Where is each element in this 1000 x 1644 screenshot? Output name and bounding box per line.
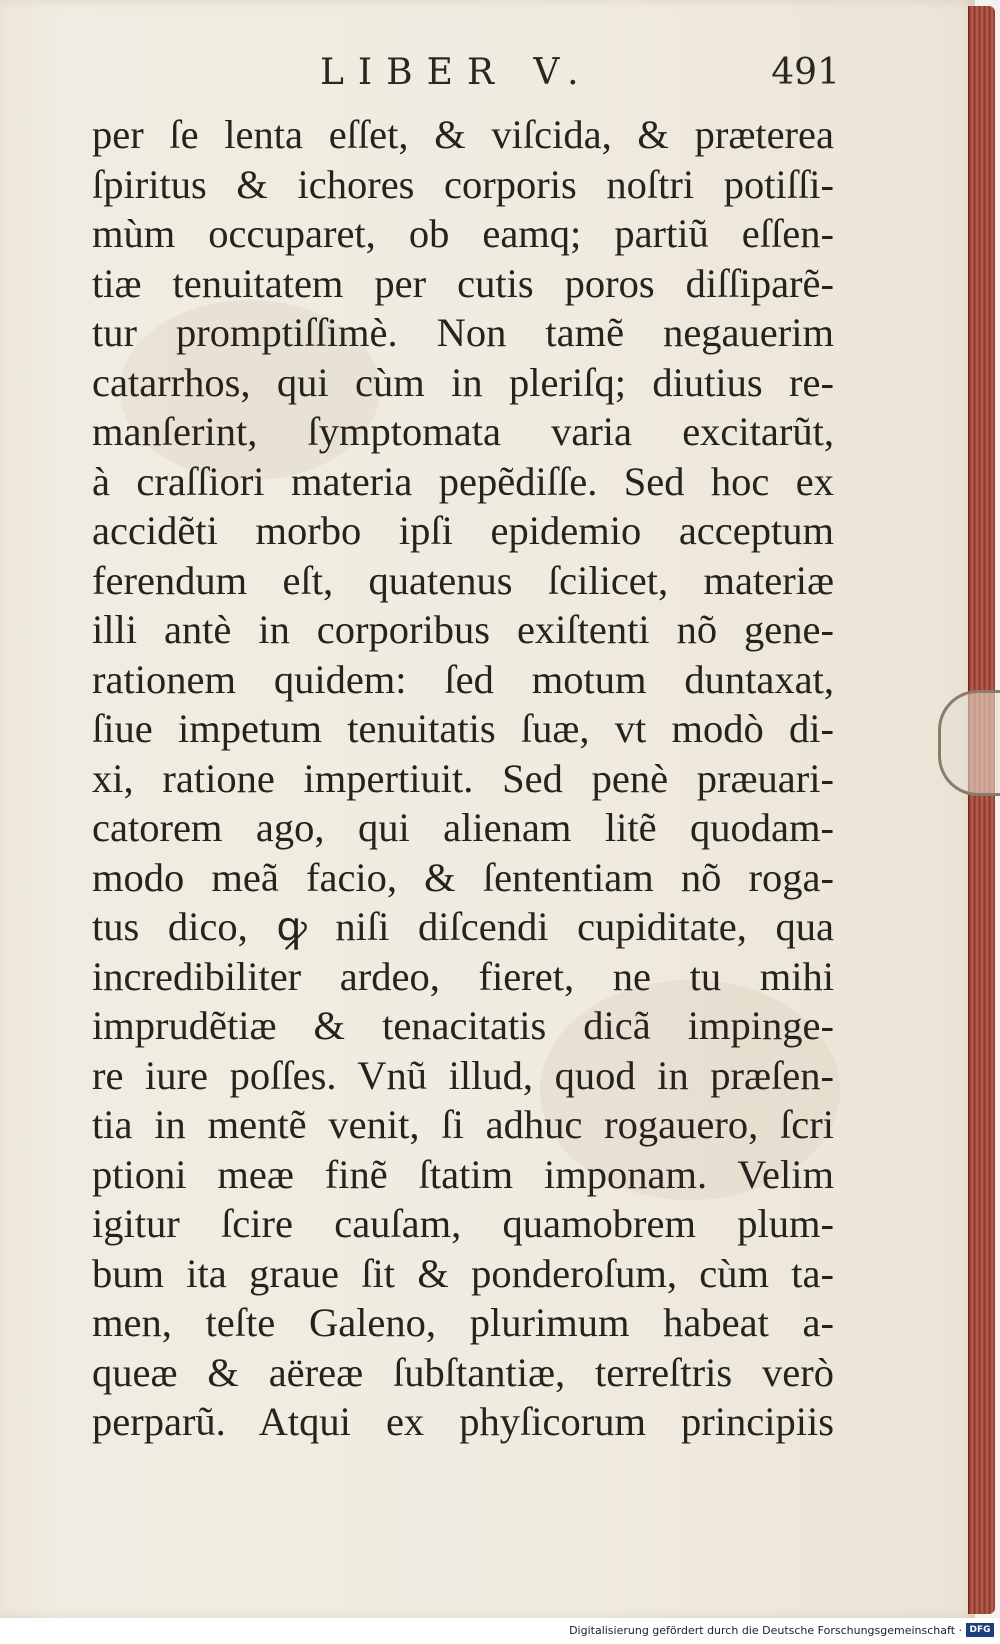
text-line: men, teſte Galeno, plurimum habeat a-	[92, 1300, 834, 1345]
text-line: incredibiliter ardeo, fieret, ne tu mihi	[92, 953, 834, 999]
text-line: catorem ago, qui alienam litẽ quodam-	[92, 805, 834, 850]
text-line: ferendum eſt, quatenus ſcilicet, materiӕ	[92, 557, 834, 603]
text-line: perparũ. Atqui ex phyſicorum principiis	[92, 1399, 834, 1444]
text-line: tia in mentẽ venit, ſi adhuc rogauero, ſcri	[92, 1102, 834, 1147]
dfg-logo: DFG	[966, 1623, 994, 1637]
text-line: modo meã facio, & ſententiam nõ roga-	[92, 854, 834, 900]
text-line: à craſſiori materia pepẽdiſſe. Sed hoc ex	[92, 458, 834, 504]
page-number: 491	[771, 52, 840, 93]
text-line: tiӕ tenuitatem per cutis poros diſſiparẽ-	[92, 260, 834, 306]
text-line: illi antè in corporibus exiſtenti nõ gene-	[92, 607, 834, 652]
text-line: catarrhos, qui cùm in pleriſq; diutius re-	[92, 359, 834, 405]
text-line: tus dico, ꝙ niſi diſcendi cupiditate, qua	[92, 904, 834, 949]
text-line: tur promptiſſimè. Non tamẽ negauerim	[92, 310, 834, 355]
text-line: igitur ſcire cauſam, quamobrem plum-	[92, 1201, 834, 1246]
book-clasp	[938, 690, 1000, 796]
text-line: mùm occuparet, ob eamq; partiũ eſſen-	[92, 211, 834, 256]
text-line: accidẽti morbo ipſi epidemio acceptum	[92, 508, 834, 553]
running-head: LIBER V.	[320, 52, 593, 93]
digitization-credit: Digitalisierung gefördert durch die Deutsche Forschungsgemeinschaft ·	[569, 1624, 962, 1637]
text-line: re iure poſſes. Vnũ illud, quod in prӕſen-	[92, 1052, 834, 1098]
text-line: imprudẽtiӕ & tenacitatis dicã impinge-	[92, 1003, 834, 1048]
text-line: rationem quidem: ſed motum duntaxat,	[92, 656, 834, 702]
text-line: manſerint, ſymptomata varia excitarũt,	[92, 409, 834, 454]
text-line: xi, ratione impertiuit. Sed penè prӕuari-	[92, 755, 834, 801]
text-line: ſpiritus & ichores corporis noſtri potiſſi-	[92, 161, 834, 207]
red-page-edge	[968, 6, 995, 1614]
body-text	[92, 110, 834, 1447]
text-line: ptioni meӕ finẽ ſtatim imponam. Velim	[92, 1151, 834, 1197]
text-line: queӕ & aërеӕ ſubſtantiӕ, terreſtris verò	[92, 1349, 834, 1395]
text-line: bum ita graue ſit & ponderoſum, cùm ta-	[92, 1250, 834, 1296]
text-line: ſiue impetum tenuitatis ſuӕ, vt modò di-	[92, 706, 834, 751]
page-header	[320, 52, 840, 102]
text-line: per ſe lenta eſſet, & viſcida, & prӕterea	[92, 112, 834, 157]
